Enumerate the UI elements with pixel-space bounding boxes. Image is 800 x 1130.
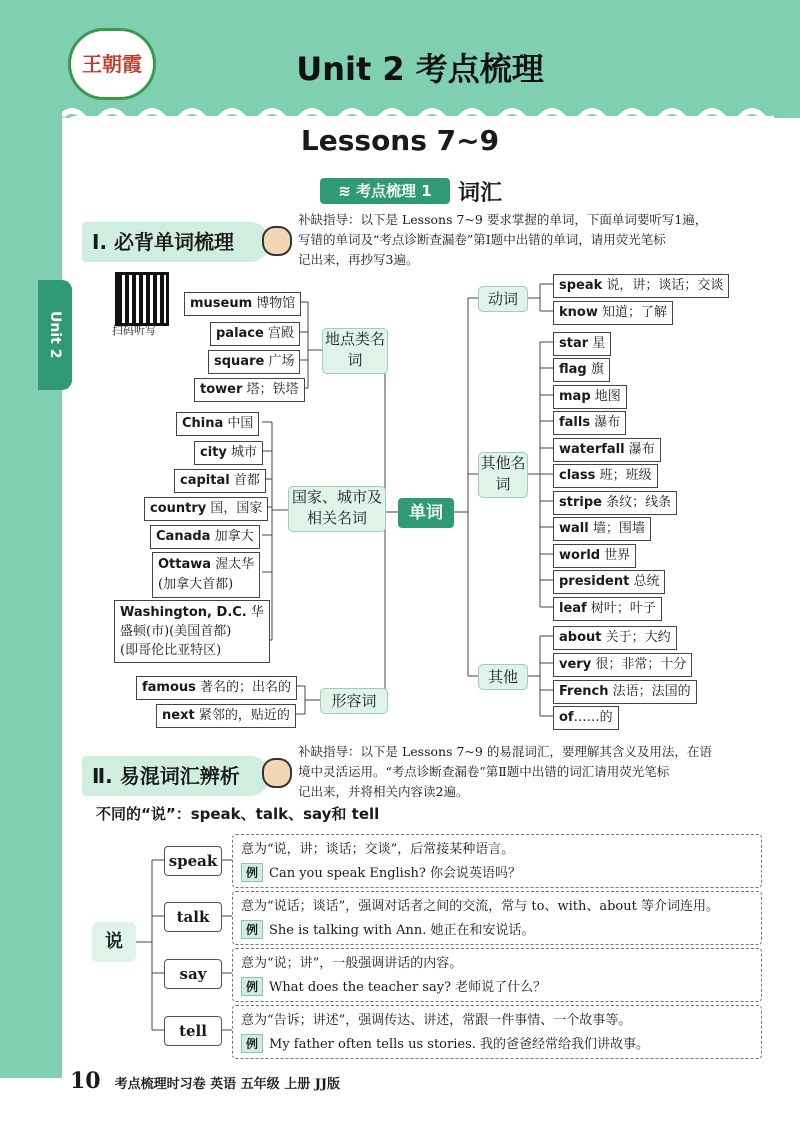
logo-text: 王朝霞 bbox=[82, 52, 142, 76]
page-number: 10 bbox=[70, 1068, 101, 1094]
word-box: square 广场 bbox=[208, 350, 300, 374]
example-line bbox=[241, 976, 546, 996]
category-other: 其他 bbox=[478, 664, 528, 690]
lesson-title: Lessons 7~9 bbox=[300, 124, 500, 157]
definition-text: 意为“告诉；讲述”，强调传达、讲述，常跟一件事情、一个故事等。 bbox=[241, 1013, 632, 1028]
word-box: Canada 加拿大 bbox=[150, 525, 260, 549]
root-node-say: 说 bbox=[92, 922, 136, 962]
supp-line: 记出来，再抄写3遍。 bbox=[298, 252, 419, 267]
word-box: class 班；班级 bbox=[553, 464, 658, 488]
example-text: She is talking with Ann. 她正在和安说话。 bbox=[269, 923, 535, 938]
example-tag: 例 bbox=[241, 920, 263, 939]
word-box: next 紧邻的，贴近的 bbox=[156, 704, 296, 728]
example-text: What does the teacher say? 老师说了什么？ bbox=[269, 980, 547, 995]
footer-text: 考点梳理时习卷 英语 五年级 上册 JJ版 bbox=[114, 1077, 341, 1092]
verb-tell: tell bbox=[164, 1016, 222, 1046]
part2-supplement bbox=[298, 742, 758, 802]
definition-text: 意为“说话；谈话”，强调对话者之间的交流，常与 to、with、about 等介词连用。 bbox=[241, 899, 719, 914]
word-box: president 总统 bbox=[553, 570, 665, 594]
part2-subtitle: 不同的“说”：speak、talk、say和 tell bbox=[96, 805, 380, 823]
student-avatar-icon bbox=[262, 758, 292, 788]
example-line bbox=[241, 919, 535, 939]
example-tag: 例 bbox=[241, 977, 263, 996]
verb-speak: speak bbox=[164, 846, 222, 876]
center-node-words: 单词 bbox=[398, 498, 454, 528]
example-text: My father often tells us stories. 我的爸爸经常给我们讲故事。 bbox=[269, 1037, 649, 1052]
definition-box-talk bbox=[232, 891, 762, 945]
word-box: Ottawa 渥太华 (加拿大首都) bbox=[152, 552, 260, 598]
word-box: French 法语；法国的 bbox=[553, 680, 697, 704]
word-box: world 世界 bbox=[553, 544, 636, 568]
word-box: know 知道；了解 bbox=[553, 301, 673, 325]
category-adjectives: 形容词 bbox=[320, 688, 388, 714]
supp-line: 写错的单词及“考点诊断查漏卷”第Ⅰ题中出错的单词，请用荧光笔标 bbox=[298, 232, 666, 247]
word-box: speak 说，讲；谈话；交谈 bbox=[553, 274, 729, 298]
part1-title: Ⅰ. 必背单词梳理 bbox=[82, 222, 270, 262]
category-verbs: 动词 bbox=[478, 286, 528, 312]
verb-say: say bbox=[164, 959, 222, 989]
word-box: China 中国 bbox=[176, 412, 259, 436]
word-box: wall 墙；围墙 bbox=[553, 517, 651, 541]
footer bbox=[70, 1068, 340, 1094]
word-box: map 地图 bbox=[553, 385, 627, 409]
section-word: 词汇 bbox=[458, 181, 503, 206]
word-box: very 很；非常；十分 bbox=[553, 653, 692, 677]
verb-talk: talk bbox=[164, 902, 222, 932]
example-tag: 例 bbox=[241, 863, 263, 882]
word-box: stripe 条纹；线条 bbox=[553, 491, 677, 515]
word-box: city 城市 bbox=[194, 441, 263, 465]
definition-box-speak bbox=[232, 834, 762, 888]
word-box: museum 博物馆 bbox=[184, 292, 301, 316]
word-box: famous 著名的；出名的 bbox=[136, 676, 297, 700]
word-box: star 星 bbox=[553, 332, 611, 356]
side-tab-label: Unit 2 bbox=[47, 311, 63, 359]
example-tag: 例 bbox=[241, 1034, 263, 1053]
word-box: about 关于；大约 bbox=[553, 626, 677, 650]
word-box: of……的 bbox=[553, 706, 619, 730]
category-other-nouns: 其他名词 bbox=[478, 452, 528, 498]
word-box: capital 首都 bbox=[174, 469, 266, 493]
supp-line: 补缺指导：以下是 Lessons 7~9 要求掌握的单词，下面单词要听写1遍， bbox=[298, 212, 708, 227]
section-badge: ≋ 考点梳理 1 bbox=[320, 178, 450, 204]
supp-line: 补缺指导：以下是 Lessons 7~9 的易混词汇，要理解其含义及用法，在语 bbox=[298, 744, 712, 759]
supp-line: 记出来，并将相关内容读2遍。 bbox=[298, 784, 469, 799]
word-box: country 国，国家 bbox=[144, 497, 268, 521]
word-box: Washington, D.C. 华 盛顿(市)(美国首都) (即哥伦比亚特区) bbox=[114, 600, 270, 663]
part2-title: Ⅱ. 易混词汇辨析 bbox=[82, 756, 270, 796]
example-text: Can you speak English? 你会说英语吗？ bbox=[269, 866, 521, 881]
unit-title: Unit 2 考点梳理 bbox=[296, 50, 544, 88]
word-box: falls 瀑布 bbox=[553, 411, 626, 435]
category-country-nouns: 国家、城市及相关名词 bbox=[288, 486, 386, 532]
definition-box-say bbox=[232, 948, 762, 1002]
word-box: waterfall 瀑布 bbox=[553, 438, 661, 462]
category-place-nouns: 地点类名词 bbox=[322, 328, 388, 374]
word-box: tower 塔；铁塔 bbox=[194, 378, 305, 402]
word-box: leaf 树叶；叶子 bbox=[553, 597, 662, 621]
example-line bbox=[241, 1033, 649, 1053]
definition-text: 意为“说，讲；谈话；交谈”，后常接某种语言。 bbox=[241, 842, 515, 857]
word-box: palace 宫殿 bbox=[210, 322, 300, 346]
example-line bbox=[241, 862, 521, 882]
definition-box-tell bbox=[232, 1005, 762, 1059]
definition-text: 意为“说；讲”，一般强调讲话的内容。 bbox=[241, 956, 463, 971]
qr-label: 扫码听写 bbox=[112, 324, 156, 337]
supp-line: 境中灵活运用。“考点诊断查漏卷”第Ⅱ题中出错的词汇请用荧光笔标 bbox=[298, 764, 670, 779]
word-box: flag 旗 bbox=[553, 358, 610, 382]
